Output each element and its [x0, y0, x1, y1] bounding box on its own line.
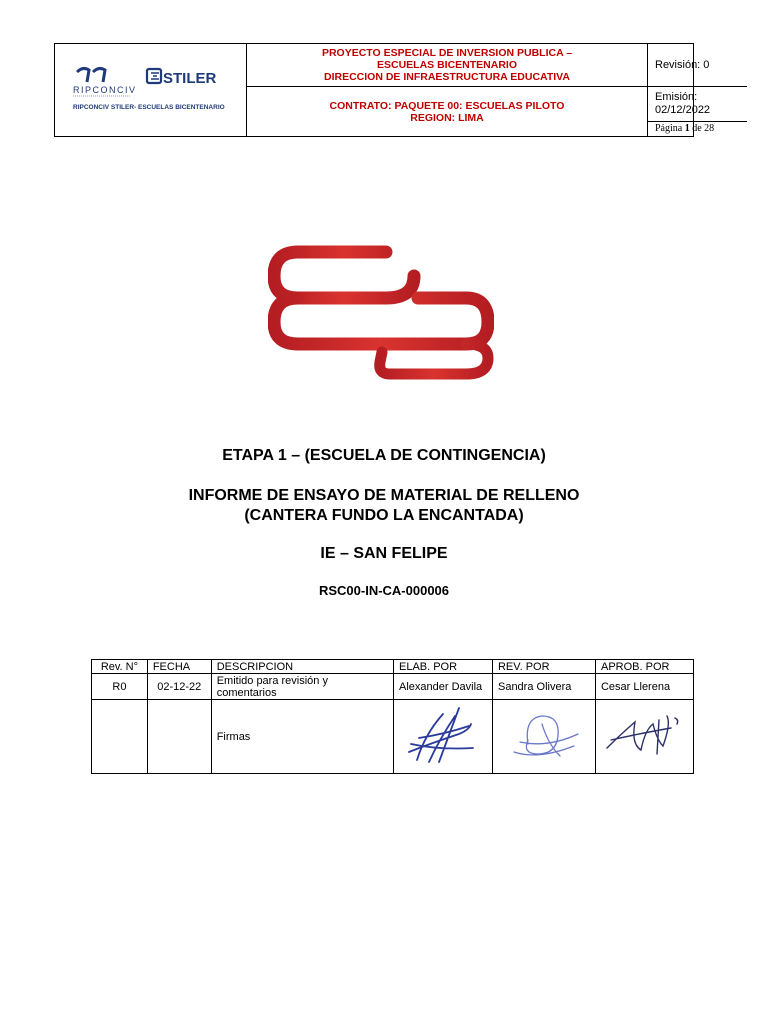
company-logo-cell	[55, 44, 247, 136]
signature-elab	[393, 700, 492, 774]
ripconciv-stiler-logo-icon	[73, 62, 233, 102]
signature-aprob	[595, 700, 693, 774]
table-header-row	[92, 660, 694, 674]
region-line: REGION: LIMA	[410, 111, 484, 124]
revision-number: Revisión: 0	[648, 44, 747, 87]
empty-cell	[92, 700, 148, 774]
date-cell: 02-12-22	[147, 674, 211, 700]
page-prefix: Página	[655, 123, 683, 134]
col-header: Rev. N°	[92, 660, 148, 674]
document-code: RSC00-IN-CA-000006	[318, 583, 450, 598]
company-logo	[73, 62, 233, 107]
report-title-line1: INFORME DE ENSAYO DE MATERIAL DE RELLENO	[188, 487, 580, 504]
approved-by-cell: Cesar Llerena	[595, 674, 693, 700]
project-line: PROYECTO ESPECIAL DE INVERSION PUBLICA –	[321, 47, 573, 59]
rev-cell: R0	[92, 674, 148, 700]
report-title-line2: (CANTERA FUNDO LA ENCANTADA)	[244, 507, 524, 524]
col-header: REV. POR	[492, 660, 595, 674]
page-mid: de	[692, 123, 702, 134]
reviewed-by-cell: Sandra Olivera	[492, 674, 595, 700]
emission-label: Emisión:	[655, 91, 698, 103]
signature-icon	[498, 704, 590, 770]
school-name: IE – SAN FELIPE	[320, 545, 448, 562]
svg-text:STILER: STILER	[163, 70, 217, 87]
page-number	[648, 122, 754, 136]
col-header: ELAB. POR	[393, 660, 492, 674]
project-line: DIRECCION DE INFRAESTRUCTURA EDUCATIVA	[324, 71, 570, 83]
signatures-label: Firmas	[211, 700, 393, 774]
elaborated-by-cell: Alexander Davila	[393, 674, 492, 700]
empty-cell	[147, 700, 211, 774]
document-header	[54, 43, 715, 137]
table-row	[92, 674, 694, 700]
signature-icon	[601, 704, 687, 770]
emission-date: 02/12/2022	[655, 104, 711, 116]
col-header: FECHA	[147, 660, 211, 674]
page-current: 1	[684, 123, 690, 134]
page-total: 28	[704, 123, 715, 134]
report-title	[0, 486, 768, 526]
description-cell: Emitido para revisión y comentarios	[211, 674, 393, 700]
signatures-row	[92, 700, 694, 774]
contract-line: CONTRATO: PAQUETE 00: ESCUELAS PILOTO	[329, 99, 565, 112]
stage-title: ETAPA 1 – (ESCUELA DE CONTINGENCIA)	[222, 447, 546, 464]
logo-subtitle: RIPCONCIV STILER- ESCUELAS BICENTENARIO	[73, 104, 225, 111]
signature-rev	[492, 700, 595, 774]
document-meta	[648, 44, 747, 136]
emission-block	[648, 87, 747, 122]
project-line: ESCUELAS BICENTENARIO	[376, 59, 517, 71]
contract-cell	[247, 87, 648, 136]
brand-mark-icon	[268, 240, 494, 387]
revision-table	[91, 659, 694, 774]
col-header: DESCRIPCION	[211, 660, 393, 674]
col-header: APROB. POR	[595, 660, 693, 674]
svg-text:RIPCONCIV: RIPCONCIV	[73, 85, 137, 95]
signature-icon	[399, 704, 487, 770]
project-title-cell	[247, 44, 648, 87]
